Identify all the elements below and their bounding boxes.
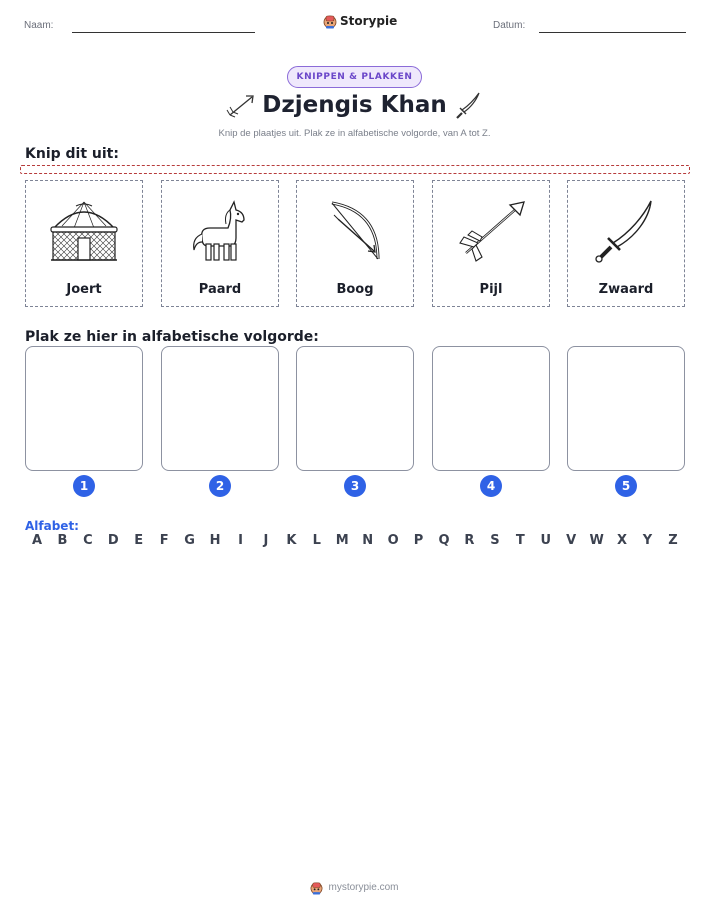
paste-slot-3[interactable] xyxy=(296,346,414,471)
name-line[interactable] xyxy=(72,32,255,33)
storypie-mascot-icon xyxy=(323,13,337,29)
paste-slot-2[interactable] xyxy=(161,346,279,471)
brand-name: Storypie xyxy=(340,14,398,28)
alphabet-letter: H xyxy=(209,533,221,548)
alphabet-letter: T xyxy=(515,533,525,548)
slot-number-4: 4 xyxy=(480,475,502,497)
horse-icon xyxy=(188,198,252,266)
alphabet-letter: L xyxy=(312,533,321,548)
alphabet-letter: K xyxy=(286,533,297,548)
alphabet-letter: C xyxy=(83,533,93,548)
alphabet-letter: P xyxy=(413,533,424,548)
bow-icon xyxy=(324,197,386,267)
sword-decoration-icon xyxy=(454,91,482,121)
alphabet-letter: R xyxy=(464,533,475,548)
cut-card-paard[interactable] xyxy=(161,180,279,307)
alphabet-row xyxy=(25,533,685,548)
alphabet-letter: O xyxy=(387,533,399,548)
alphabet-letter: Z xyxy=(668,533,678,548)
card-label: Joert xyxy=(66,282,102,297)
alphabet-letter: S xyxy=(490,533,500,548)
alphabet-letter: W xyxy=(589,533,604,548)
slot-number-5: 5 xyxy=(615,475,637,497)
card-label: Paard xyxy=(198,282,242,297)
arrow-icon xyxy=(454,199,528,265)
date-label: Datum: xyxy=(493,20,526,31)
sword-icon xyxy=(591,197,661,267)
storypie-mascot-icon xyxy=(310,880,323,895)
alphabet-letter: Y xyxy=(642,533,653,548)
alphabet-letter: Q xyxy=(438,533,450,548)
alphabet-letter: B xyxy=(57,533,68,548)
paste-slot-1[interactable] xyxy=(25,346,143,471)
alphabet-letter: U xyxy=(540,533,552,548)
alphabet-letter: V xyxy=(566,533,577,548)
alphabet-letter: X xyxy=(617,533,628,548)
slot-number-2: 2 xyxy=(209,475,231,497)
alphabet-letter: A xyxy=(31,533,43,548)
alphabet-label: Alfabet: xyxy=(25,519,79,533)
cut-card-pijl[interactable] xyxy=(432,180,550,307)
paste-section-title: Plak ze hier in alfabetische volgorde: xyxy=(25,329,319,345)
alphabet-letter: D xyxy=(107,533,119,548)
alphabet-letter: I xyxy=(238,533,243,548)
yurt-icon xyxy=(46,198,122,266)
paste-slot-5[interactable] xyxy=(567,346,685,471)
page-title: Dzjengis Khan xyxy=(262,92,447,118)
alphabet-letter: N xyxy=(362,533,374,548)
date-line[interactable] xyxy=(539,32,686,33)
card-label: Zwaard xyxy=(598,282,654,297)
cut-card-joert[interactable] xyxy=(25,180,143,307)
alphabet-letter: G xyxy=(184,533,195,548)
footer-url[interactable]: mystorypie.com xyxy=(328,882,399,893)
card-label: Pijl xyxy=(479,282,503,297)
cut-section-title: Knip dit uit: xyxy=(25,146,119,162)
alphabet-letter: E xyxy=(134,533,144,548)
slot-number-3: 3 xyxy=(344,475,366,497)
instructions: Knip de plaatjes uit. Plak ze in alfabetische volgorde, van A tot Z. xyxy=(218,128,491,139)
alphabet-letter: M xyxy=(335,533,349,548)
alphabet-letter: F xyxy=(159,533,169,548)
cut-line xyxy=(20,165,690,174)
name-label: Naam: xyxy=(24,20,54,31)
alphabet-letter: J xyxy=(263,533,269,548)
cut-card-zwaard[interactable] xyxy=(567,180,685,307)
footer xyxy=(0,880,709,895)
card-label: Boog xyxy=(336,282,374,297)
category-badge: KNIPPEN & PLAKKEN xyxy=(287,66,422,88)
cut-card-boog[interactable] xyxy=(296,180,414,307)
storypie-logo xyxy=(323,13,397,29)
slot-number-1: 1 xyxy=(73,475,95,497)
paste-slot-4[interactable] xyxy=(432,346,550,471)
